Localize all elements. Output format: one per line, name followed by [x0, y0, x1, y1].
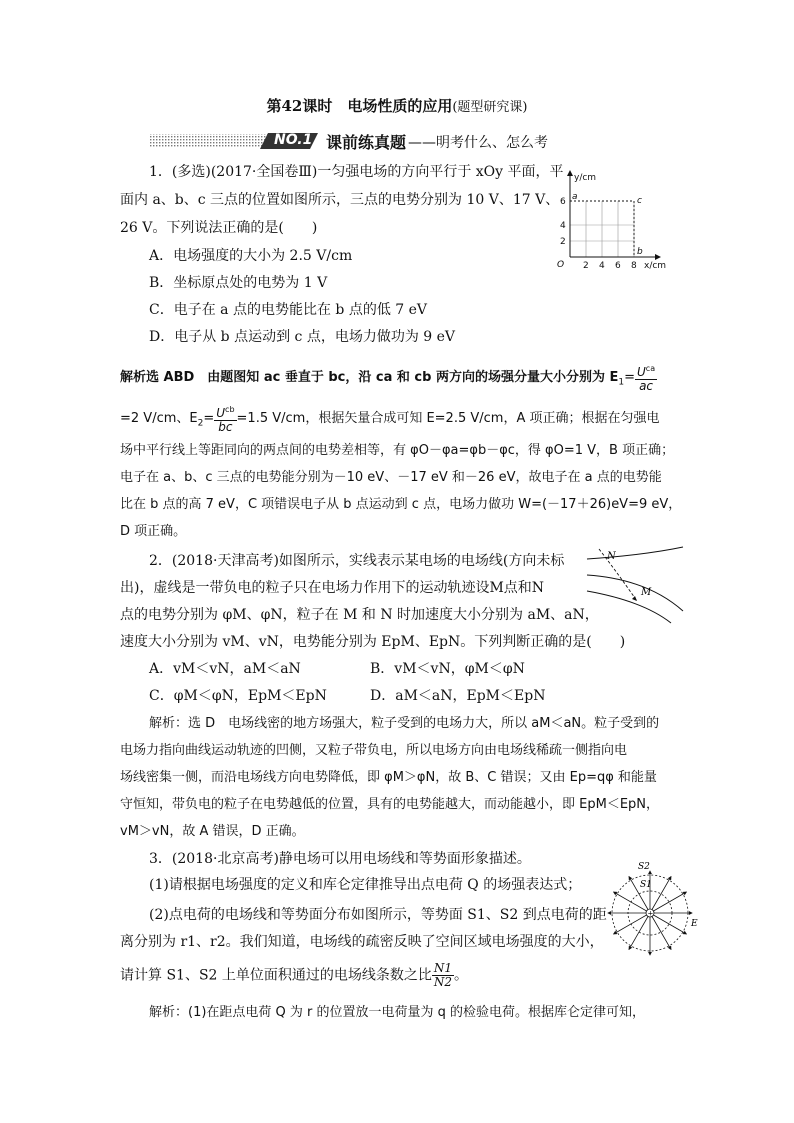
x-tick-4: 4 — [599, 261, 605, 271]
x-tick-8: 8 — [631, 261, 637, 271]
y-tick-6: 6 — [560, 197, 566, 207]
s1-line-1-text: 解析选 ABD 由题图知 ac 垂直于 bc，沿 ca 和 cb 两方向的场强分量大小分别为 E — [120, 370, 619, 385]
page-title — [0, 95, 794, 116]
q3-frac-den: N2 — [433, 975, 453, 989]
s2-line-1: 解析：选 D 电场线密的地方场强大，粒子受到的电场力大，所以 aM＜aN。粒子受到的 — [149, 716, 660, 731]
s1-line-5: 比在 b 点的高 7 eV，C 项错误电子从 b 点运动到 c 点，电场力做功 W=(－17＋26)eV=9 eV， — [120, 497, 682, 512]
title-main: 第42课时 电场性质的应用 — [266, 97, 453, 115]
q1-figure-coordinate-grid — [548, 165, 678, 275]
label-n: N — [607, 551, 616, 562]
s1-frac2-den: bc — [218, 420, 233, 434]
field-line-2 — [587, 575, 683, 611]
q1-option-b: B．坐标原点处的电势为 1 V — [149, 275, 328, 291]
origin-label: O — [557, 260, 565, 270]
q1-line-2: 面内 a、b、c 三点的位置如图所示，三点的电势分别为 10 V、17 V、 — [120, 192, 560, 208]
q3-line-4: 离分别为 r1、r2。我们知道，电场线的疏密反映了空间区域电场强度的大小， — [120, 934, 604, 950]
q3-line-1: 3．(2018·北京高考)静电场可以用电场线和等势面形象描述。 — [149, 851, 531, 867]
q3-line-5 — [120, 962, 468, 989]
plus-sign: + — [647, 909, 654, 918]
point-c-label: c — [637, 196, 642, 206]
label-s1: S1 — [640, 880, 652, 890]
q3-figure-point-charge — [605, 858, 700, 958]
y-axis-label: y/cm — [574, 173, 597, 183]
s1-equals-2: = — [203, 411, 215, 426]
q1-line-1: 1．(多选)(2017·全国卷Ⅲ)一匀强电场的方向平行于 xOy 平面，平 — [149, 164, 564, 180]
label-s2: S2 — [638, 862, 650, 872]
s1-line-1: 解析选 ABD 由题图知 ac 垂直于 bc，沿 ca 和 cb 两方向的场强分量大小分别为 $E_1=$ $\frac{U^{ca}}{ac}$ — [120, 364, 656, 393]
s1-line-6: D 项正确。 — [120, 524, 187, 539]
y-tick-4: 4 — [560, 221, 566, 231]
s1-equals-1: = — [624, 370, 635, 385]
s1-line-2-c: =1.5 V/cm，根据矢量合成可知 E=2.5 V/cm，A 项正确；根据在匀强电 — [236, 411, 660, 426]
s2-line-4: 守恒知，带负电的粒子在电势越低的位置，具有的电势能越大，而动能越小，即 EpM＜EpN， — [120, 797, 660, 812]
section-banner — [150, 130, 640, 152]
label-m: M — [641, 587, 652, 598]
q2-line-1: 2．(2018·天津高考)如图所示，实线表示某电场的电场线(方向未标 — [149, 553, 565, 569]
x-tick-2: 2 — [583, 261, 589, 271]
x-tick-6: 6 — [615, 261, 621, 271]
q2-option-b: B．vM＜vN，φM＜φN — [370, 661, 525, 677]
q3-line-2: (1)请根据电场强度的定义和库仑定律推导出点电荷 Q 的场强表达式； — [149, 877, 582, 893]
s3-line-1: 解析：(1)在距点电荷 Q 为 r 的位置放一电荷量为 q 的检验电荷。根据库仑定律可知， — [149, 1005, 646, 1020]
q1-option-a: A．电场强度的大小为 2.5 V/cm — [149, 248, 353, 264]
s2-line-2: 电场力指向曲线运动轨迹的凹侧，又粒子带负电，所以电场方向由电场线稀疏一侧指向电 — [120, 743, 628, 758]
s1-frac2-num: U — [216, 406, 226, 420]
q1-option-d: D．电子从 b 点运动到 c 点，电场力做功为 9 eV — [149, 329, 456, 345]
q2-line-3: 点的电势分别为 φM、φN，粒子在 M 和 N 时加速度大小分别为 aM、aN， — [120, 607, 599, 623]
s1-fraction-1: $\frac{U^{ca}}{ac}$ — [637, 364, 656, 393]
point-b-label: b — [637, 247, 643, 257]
q2-figure-field-lines — [585, 545, 685, 625]
q3-frac-num: N1 — [433, 961, 453, 975]
q3-line-5-end: 。 — [454, 967, 469, 984]
field-line-1 — [587, 547, 683, 559]
s1-fraction-2: $\frac{U^{cb}}{bc}$ — [216, 405, 235, 434]
q2-line-2: 出)，虚线是一带负电的粒子只在电场力作用下的运动轨迹设M点和N — [120, 580, 545, 596]
s2-line-3: 场线密集一侧，而沿电场线方向电势降低，即 φM＞φN，故 B、C 错误；又由 Ep=qφ 和能量 — [120, 770, 657, 785]
trajectory-arrow-icon — [632, 596, 637, 601]
label-e: E — [691, 919, 698, 929]
x-axis-label: x/cm — [644, 261, 667, 271]
field-line-3 — [587, 591, 671, 623]
q2-option-a: A．vM＜vN，aM＜aN — [149, 661, 301, 677]
y-tick-2: 2 — [560, 237, 566, 247]
s1-line-2-a: =2 V/cm、E — [120, 411, 198, 426]
banner-badge: NO.1 — [274, 132, 313, 148]
s1-line-2: =2 V/cm、$E_2=$ $\frac{U^{cb}}{bc}$ =1.5 V/cm，根据矢量合成可知 E=2.5 V/cm，A 项正确；根据在匀强电 — [120, 405, 660, 434]
q2-line-4: 速度大小分别为 vM、vN，电势能分别为 EpM、EpN。下列判断正确的是( ) — [120, 634, 626, 650]
q1-line-3: 26 V。下列说法正确的是( ) — [120, 220, 318, 236]
s1-line-4: 电子在 a、b、c 三点的电势能分别为－10 eV、－17 eV 和－26 eV，故电子在 a 点的电势能 — [120, 470, 662, 485]
s2-line-5: vM＞vN，故 A 错误，D 正确。 — [120, 824, 305, 839]
q3-line-5-text: 请计算 S1、S2 上单位面积通过的电场线条数之比 — [120, 967, 432, 984]
title-note: (题型研究课) — [452, 100, 528, 115]
q2-option-d: D．aM＜aN，EpM＜EpN — [370, 688, 546, 704]
q3-line-3: (2)点电荷的电场线和等势面分布如图所示，等势面 S1、S2 到点电荷的距 — [149, 907, 607, 923]
q1-option-c: C．电子在 a 点的电势能比在 b 点的低 7 eV — [149, 302, 428, 318]
s1-frac1-num: U — [637, 365, 646, 379]
banner-heading: 课前练真题 — [326, 133, 407, 152]
banner-subheading: ——明考什么、怎么考 — [408, 135, 548, 151]
s1-frac1-den: ac — [639, 379, 654, 393]
q2-option-c: C．φM＜φN，EpM＜EpN — [149, 688, 327, 704]
s1-line-3: 场中平行线上等距同向的两点间的电势差相等，有 φO－φa=φb－φc，得 φO=1 V，B 项正确； — [120, 443, 675, 458]
point-a-label: a — [572, 192, 578, 202]
q3-fraction — [432, 962, 454, 989]
